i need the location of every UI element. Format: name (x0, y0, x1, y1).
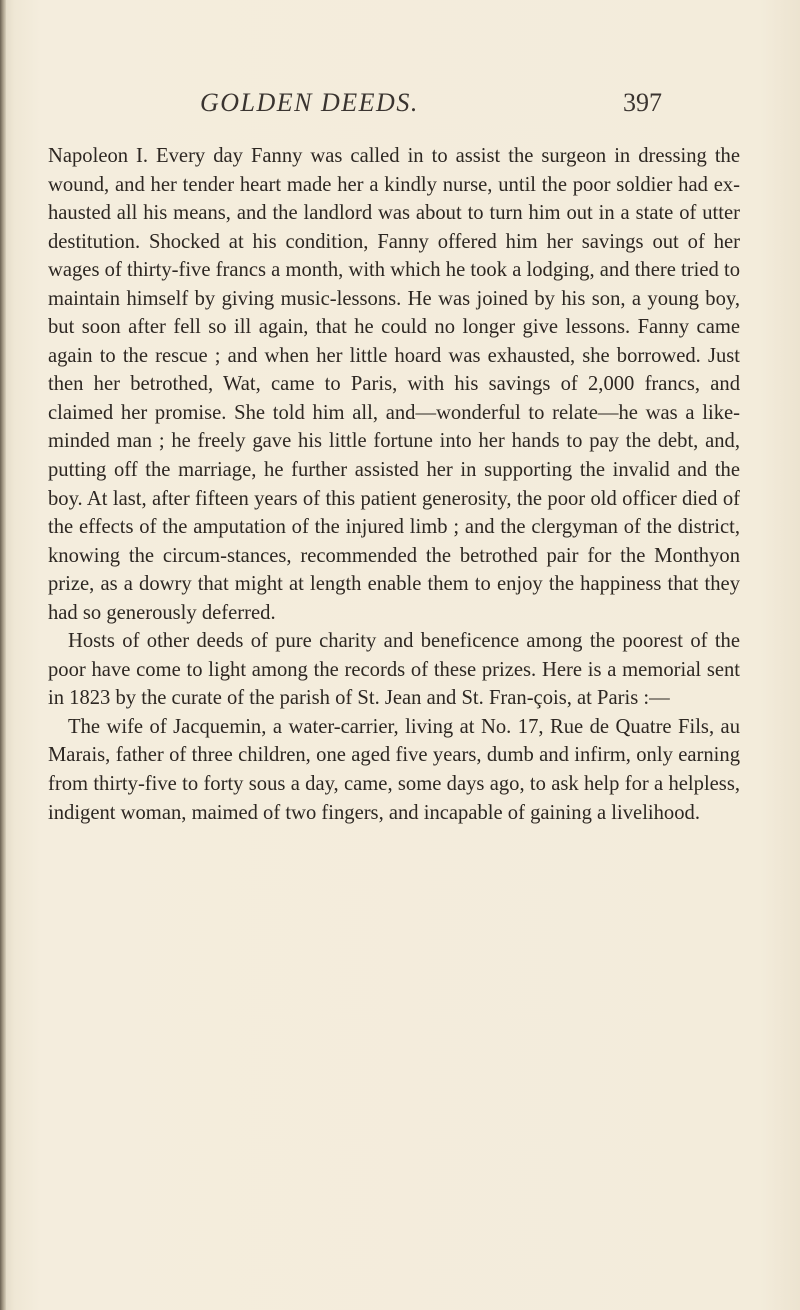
paragraph-napoleon: Napoleon I. Every day Fanny was called in to assist the surgeon in dressing the wound, and her tender heart made her a kindly nurse, until the poor soldier had ex-hausted all his means, and the landlord was about to turn him out in a state of utter destitution. Shocked at his condition, Fanny offered him her savings out of her wages of thirty-five francs a month, with which he took a lodging, and there tried to maintain himself by giving music-lessons. He was joined by his son, a young boy, but soon after fell so ill again, that he could no longer give lessons. Fanny came again to the rescue ; and when her little hoard was exhausted, she borrowed. Just then her betrothed, Wat, came to Paris, with his savings of 2,000 francs, and claimed her promise. She told him all, and—wonderful to relate—he was a like-minded man ; he freely gave his little fortune into her hands to pay the debt, and, putting off the marriage, he further assisted her in supporting the invalid and the boy. At last, after fifteen years of this patient generosity, the poor old officer died of the effects of the amputation of the injured limb ; and the clergyman of the district, knowing the circum-stances, recommended the betrothed pair for the Monthyon prize, as a dowry that might at length enable them to enjoy the happiness that they had so generously deferred. (48, 145, 740, 624)
paragraph-hosts-of-deeds: Hosts of other deeds of pure charity and beneficence among the poorest of the poor have come to light among the records of these prizes. Here is a memorial sent in 1823 by the curate of the parish of St. Jean and St. Fran-çois, at Paris :— (48, 630, 740, 710)
page-number: 397 (623, 88, 662, 117)
body-text (48, 142, 740, 827)
page-header (150, 88, 710, 120)
running-title: GOLDEN DEEDS. (200, 88, 419, 117)
page-gutter-shadow (0, 0, 6, 1310)
paragraph-jacquemin: The wife of Jacquemin, a water-carrier, living at No. 17, Rue de Quatre Fils, au Marais, father of three children, one aged five years, dumb and infirm, only earning from thirty-five to forty sous a day, came, some days ago, to ask help for a helpless, indigent woman, maimed of two fingers, and incapable of gaining a livelihood. (48, 715, 740, 824)
